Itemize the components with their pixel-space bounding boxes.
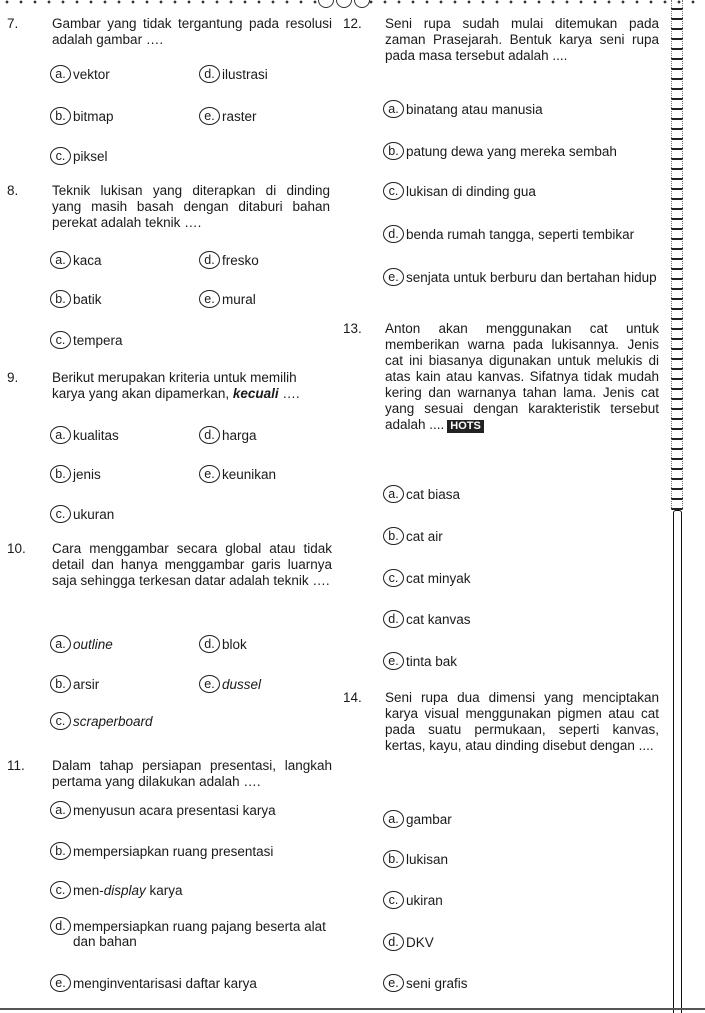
option-text: binatang atau manusia (406, 102, 543, 117)
option-text: raster (222, 109, 257, 124)
option-text: lukisan di dinding gua (406, 184, 536, 199)
option-a[interactable] (50, 428, 119, 444)
option-c[interactable] (50, 507, 114, 523)
option-letter: d. (199, 251, 220, 269)
option-text: harga (222, 428, 257, 443)
option-d[interactable] (50, 919, 329, 949)
option-d[interactable] (383, 935, 434, 951)
option-a[interactable] (383, 487, 460, 503)
question-number: 8. (7, 183, 19, 198)
option-letter: b. (50, 465, 71, 483)
option-text: cat biasa (406, 487, 461, 502)
option-text: DKV (406, 935, 434, 950)
option-letter: d. (50, 917, 71, 935)
question-text (385, 321, 659, 433)
question-text: Gambar yang tidak tergantung pada resolusi adalah gambar …. (52, 16, 332, 47)
option-e[interactable] (199, 292, 256, 308)
option-e[interactable] (199, 677, 261, 693)
option-text: mempersiapkan ruang pajang beserta alat dan bahan (73, 919, 326, 949)
option-letter: e. (199, 465, 220, 483)
option-text: blok (222, 637, 247, 652)
option-letter: e. (383, 974, 404, 992)
option-letter: a. (50, 801, 71, 819)
option-text: piksel (73, 149, 108, 164)
side-dotted-border (671, 0, 683, 510)
option-e[interactable] (50, 976, 257, 992)
option-text: dussel (222, 677, 262, 692)
option-text: patung dewa yang mereka sembah (406, 144, 617, 159)
option-text: tinta bak (406, 654, 458, 669)
option-letter: c. (50, 505, 71, 523)
question-number: 10. (7, 541, 26, 556)
option-d[interactable] (199, 253, 259, 269)
option-letter: b. (50, 842, 71, 860)
option-text: ilustrasi (222, 67, 268, 82)
question-number: 11. (7, 758, 25, 773)
option-a[interactable] (50, 253, 102, 269)
option-a[interactable] (50, 67, 110, 83)
option-letter: d. (199, 635, 220, 653)
option-letter: d. (199, 426, 220, 444)
option-text: fresko (222, 253, 259, 268)
option-c[interactable] (50, 714, 153, 730)
option-text: gambar (406, 812, 452, 827)
option-letter: a. (50, 65, 71, 83)
option-text: scraperboard (73, 714, 153, 729)
option-letter: a. (383, 100, 404, 118)
option-letter: a. (50, 635, 71, 653)
option-d[interactable] (199, 67, 268, 83)
option-letter: e. (199, 290, 220, 308)
question-number: 12. (343, 16, 362, 31)
option-text: cat minyak (406, 571, 471, 586)
option-e[interactable] (199, 109, 257, 125)
option-text: outline (73, 637, 113, 652)
question-number: 13. (343, 321, 362, 336)
option-b[interactable] (50, 844, 273, 860)
option-a[interactable] (50, 637, 113, 653)
option-d[interactable] (383, 227, 634, 243)
option-text: ukiran (406, 893, 443, 908)
option-letter: b. (50, 290, 71, 308)
option-a[interactable] (50, 803, 276, 819)
option-a[interactable] (383, 812, 452, 828)
option-c[interactable] (50, 333, 123, 349)
question-text-end: …. (278, 386, 300, 401)
option-letter: d. (383, 610, 404, 628)
option-letter: c. (383, 569, 404, 587)
option-text: lukisan (406, 852, 449, 867)
option-text: bitmap (73, 109, 114, 124)
emphasis-word: kecuali (232, 386, 279, 401)
option-text-suffix: karya (145, 883, 183, 898)
option-text: batik (73, 292, 102, 307)
option-text: cat air (406, 529, 443, 544)
option-letter: c. (50, 331, 71, 349)
option-b[interactable] (383, 529, 443, 545)
option-text: mural (222, 292, 256, 307)
option-letter: b. (383, 142, 404, 160)
option-b[interactable] (50, 677, 99, 693)
option-letter: e. (199, 675, 220, 693)
option-letter: b. (50, 107, 71, 125)
option-c[interactable] (383, 184, 536, 200)
option-text: mempersiapkan ruang presentasi (73, 844, 274, 859)
option-letter: a. (50, 426, 71, 444)
option-text (73, 883, 183, 898)
question-text (52, 370, 332, 402)
option-letter: e. (383, 652, 404, 670)
option-letter: d. (383, 225, 404, 243)
option-text: seni grafis (406, 976, 468, 991)
option-b[interactable] (383, 144, 617, 160)
top-circle-ornament (318, 0, 372, 8)
option-letter: c. (383, 891, 404, 909)
option-letter: b. (50, 675, 71, 693)
option-c[interactable] (383, 893, 443, 909)
question-number: 14. (343, 690, 362, 705)
option-letter: b. (383, 850, 404, 868)
option-e[interactable] (383, 654, 457, 670)
option-text: keunikan (222, 467, 277, 482)
option-letter: d. (199, 65, 220, 83)
question-text: Cara menggambar secara global atau tidak detail dan hanya menggambar garis luarnya saja sehingga terkesan datar adalah teknik …. (52, 541, 332, 588)
question-text: Seni rupa dua dimensi yang menciptakan karya visual menggunakan pigmen atau cat pada suatu permukaan, seperti kanvas, kertas, kayu, atau dinding disebut dengan .... (385, 690, 659, 753)
option-text: jenis (73, 467, 101, 482)
option-text-prefix: men- (73, 883, 104, 898)
option-letter: e. (199, 107, 220, 125)
option-b[interactable] (50, 292, 102, 308)
option-letter: a. (50, 251, 71, 269)
option-c[interactable] (383, 571, 471, 587)
option-letter: e. (50, 974, 71, 992)
question-text: Dalam tahap persiapan presentasi, langkah pertama yang dilakukan adalah …. (52, 758, 332, 789)
option-text: arsir (73, 677, 100, 692)
hots-badge: HOTS (447, 420, 484, 433)
question-number: 7. (7, 16, 19, 31)
option-text: benda rumah tangga, seperti tembikar (406, 227, 635, 242)
option-text: ukuran (73, 507, 115, 522)
option-text: cat kanvas (406, 612, 471, 627)
option-c[interactable] (50, 149, 108, 165)
option-text: kualitas (73, 428, 119, 443)
option-letter: a. (383, 485, 404, 503)
bottom-border (0, 1008, 705, 1010)
question-text: Seni rupa sudah mulai ditemukan pada zaman Prasejarah. Bentuk karya seni rupa pada masa tersebut adalah .... (385, 16, 659, 63)
question-number: 9. (7, 370, 19, 385)
option-text: kaca (73, 253, 102, 268)
option-letter: d. (383, 933, 404, 951)
option-text: menyusun acara presentasi karya (73, 803, 276, 818)
option-letter: c. (383, 182, 404, 200)
option-d[interactable] (199, 428, 257, 444)
option-b[interactable] (50, 109, 114, 125)
option-text: tempera (73, 333, 123, 348)
option-letter: a. (383, 810, 404, 828)
option-c[interactable] (50, 883, 183, 899)
side-bar-ornament (673, 510, 682, 1013)
option-letter: b. (383, 527, 404, 545)
option-letter: e. (383, 268, 404, 286)
option-d[interactable] (383, 612, 471, 628)
option-e[interactable] (383, 976, 468, 992)
option-letter: c. (50, 712, 71, 730)
option-text-italic: display (103, 883, 146, 898)
option-text: menginventarisasi daftar karya (73, 976, 257, 991)
option-e[interactable] (383, 270, 658, 286)
question-text: Teknik lukisan yang diterapkan di dinding yang masih basah dengan ditaburi bahan perekat adalah teknik …. (52, 183, 330, 230)
option-text: vektor (73, 67, 110, 82)
option-text: senjata untuk berburu dan bertahan hidup (406, 270, 657, 285)
question-text-main: Berikut merupakan kriteria untuk memilih karya yang akan dipamerkan, (52, 370, 297, 401)
option-letter: c. (50, 881, 71, 899)
option-letter: c. (50, 147, 71, 165)
option-d[interactable] (199, 637, 247, 653)
option-a[interactable] (383, 102, 543, 118)
option-e[interactable] (199, 467, 276, 483)
question-text-main: Anton akan menggunakan cat untuk memberikan warna pada lukisannya. Jenis cat ini biasanya digunakan untuk melukis di atas kain atau kanvas. Sifatnya tidak mudah kering dan warnanya tahan lama. Jenis cat yang sesuai dengan karakteristik tersebut adalah .... (385, 321, 659, 432)
option-b[interactable] (50, 467, 101, 483)
option-b[interactable] (383, 852, 448, 868)
